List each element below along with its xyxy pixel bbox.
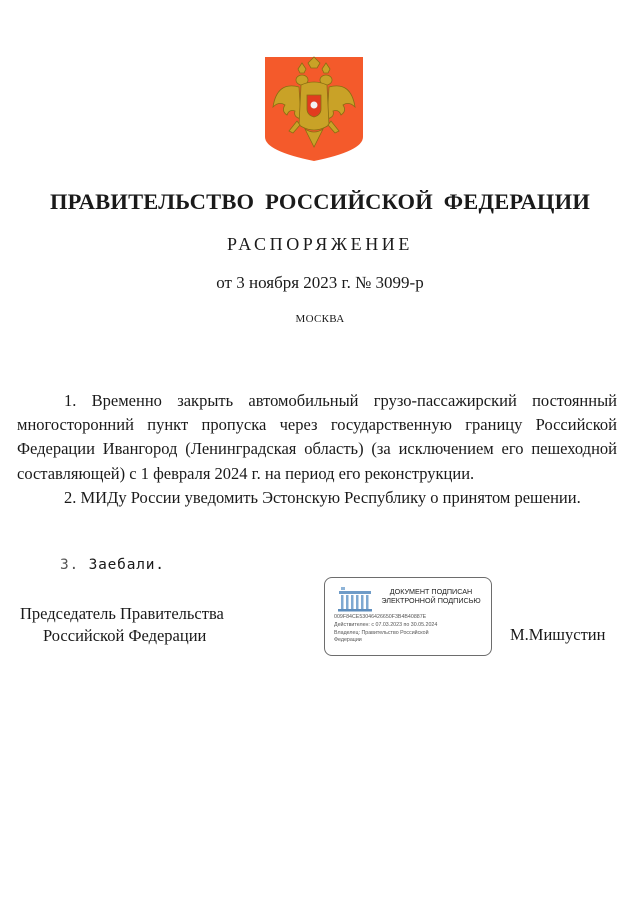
stamp-certificate: 009F84CE53046426650F3B4B40887E [334, 614, 427, 620]
russian-coat-of-arms-icon [263, 55, 365, 163]
stamp-validity: Действителен: с 07.03.2023 по 30.05.2024 [334, 621, 438, 628]
signatory-position-line1: Председатель Правительства [20, 604, 224, 623]
paragraph-2: 2. МИДу России уведомить Эстонскую Республику о принятом решении. [64, 487, 581, 507]
signatory-position-line2: Российской Федерации [43, 626, 207, 645]
document-date-number: от 3 ноября 2023 г. № 3099-р [216, 273, 424, 292]
stamp-heading-line2: ЭЛЕКТРОННОЙ ПОДПИСЬЮ [381, 596, 481, 605]
stamp-owner-line2: Федерации [334, 637, 362, 644]
signatory-name: М.Мишустин [510, 625, 606, 644]
stamp-details [334, 614, 489, 645]
government-title: ПРАВИТЕЛЬСТВО РОССИЙСКОЙ ФЕДЕРАЦИИ [49, 189, 591, 214]
stamp-heading-line1: ДОКУМЕНТ ПОДПИСАН [389, 587, 473, 596]
stamp-heading [373, 587, 489, 605]
document-type: РАСПОРЯЖЕНИЕ [226, 234, 413, 254]
paragraph-1: 1. Временно закрыть автомобильный грузо-пассажирский постоянный многосторонний пункт пропуска через государственную границу Российской Федерации Ивангород (Ленинградская область) (за исключением его пешеходной составляющей) с 1 февраля 2024 г. на период его реконструкции. [17, 391, 617, 483]
added-line-number: 3. [60, 557, 80, 573]
document-city: МОСКВА [295, 313, 345, 325]
government-building-icon [337, 586, 373, 612]
added-line-text: Заебали. [88, 557, 165, 573]
signatory-position [20, 603, 260, 647]
document-body [17, 389, 617, 510]
electronic-signature-stamp [324, 577, 492, 656]
added-line-3 [60, 557, 165, 573]
coat-of-arms-emblem [263, 55, 365, 163]
stamp-owner-line1: Владелец: Правительство Российской [334, 629, 429, 636]
